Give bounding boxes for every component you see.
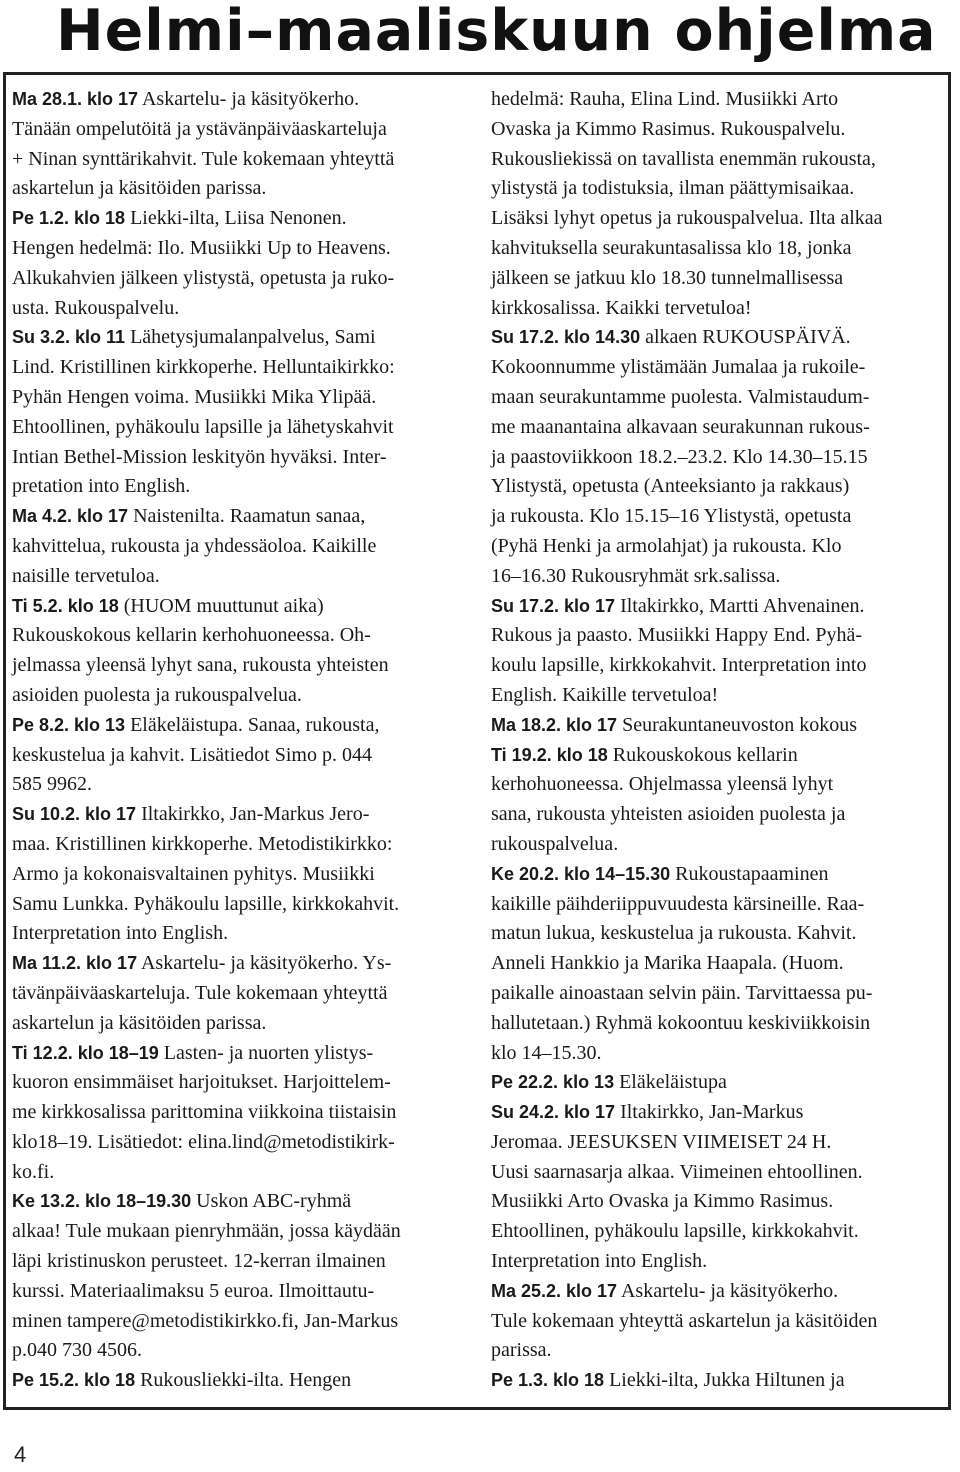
event-text: kahvituksella seurakuntasalissa klo 18, jonka [491, 236, 852, 259]
program-line [12, 353, 474, 383]
program-line [12, 532, 474, 562]
event-date-time: Su 17.2. klo 17 [491, 595, 616, 616]
event-text: Iltakirkko, Jan-Markus Jero- [136, 803, 370, 826]
event-text: alkaen RUKOUSPÄIVÄ. [640, 326, 851, 349]
event-text: askartelun ja käsitöiden parissa. [12, 177, 267, 200]
event-text: ja rukousta. Klo 15.15–16 Ylistystä, opetusta [491, 505, 852, 528]
program-line [491, 1098, 943, 1128]
program-line [12, 830, 474, 860]
event-text: Askartelu- ja käsityökerho. Ys- [137, 952, 392, 975]
event-text: Pyhän Hengen voima. Musiikki Mika Ylipää. [12, 385, 377, 408]
program-line [12, 919, 474, 949]
event-text: Seurakuntaneuvoston kokous [617, 713, 858, 736]
program-line [12, 770, 474, 800]
program-line [491, 860, 943, 890]
program-line [491, 85, 943, 115]
event-text: me maanantaina alkavaan seurakunnan rukous- [491, 415, 870, 438]
program-line [12, 234, 474, 264]
program-line [491, 264, 943, 294]
event-text: Alkukahvien jälkeen ylistystä, opetusta ja ruko- [12, 266, 395, 289]
event-date-time: Ma 25.2. klo 17 [491, 1280, 618, 1301]
event-date-time: Ma 11.2. klo 17 [12, 953, 138, 974]
event-text: matun lukua, keskustelua ja rukousta. Kahvit. [491, 922, 857, 945]
event-text: Rukouskokous kellarin kerhohuoneessa. Oh- [12, 624, 371, 647]
program-line [12, 979, 474, 1009]
event-text: pretation into English. [12, 475, 191, 498]
event-date-time: Pe 1.2. klo 18 [12, 208, 126, 229]
event-date-time: Ke 13.2. klo 18–19.30 [12, 1191, 192, 1212]
program-line [12, 890, 474, 920]
program-line [12, 651, 474, 681]
program-line [12, 1366, 474, 1396]
program-line [12, 264, 474, 294]
event-text: Ehtoollinen, pyhäkoulu lapsille ja lähetyskahvit [12, 415, 394, 438]
event-text: kurssi. Materiaalimaksu 5 euroa. Ilmoittautu- [12, 1279, 375, 1302]
program-line [491, 145, 943, 175]
program-line [12, 502, 474, 532]
event-date-time: Su 3.2. klo 11 [12, 327, 126, 348]
program-line [12, 949, 474, 979]
event-text: jelmassa yleensä lyhyt sana, rukousta yhteisten [12, 654, 389, 677]
event-date-time: Pe 22.2. klo 13 [491, 1072, 615, 1093]
event-text: Eläkeläistupa [614, 1071, 727, 1094]
event-date-time: Ti 12.2. klo 18–19 [12, 1042, 159, 1063]
event-text: kerhohuoneessa. Ohjelmassa yleensä lyhyt [491, 773, 834, 796]
program-line [491, 1068, 943, 1098]
program-line [491, 711, 943, 741]
program-line [491, 294, 943, 324]
event-text: minen tampere@metodistikirkko.fi, Jan-Markus [12, 1309, 399, 1332]
program-column-right [491, 85, 943, 1396]
program-line [491, 1039, 943, 1069]
program-line [12, 800, 474, 830]
event-text: paikalle ainoastaan selvin päin. Tarvittaessa pu- [491, 981, 873, 1004]
program-line [12, 592, 474, 622]
event-text: Liekki-ilta, Jukka Hiltunen ja [604, 1369, 845, 1392]
event-text: Lähetysjumalanpalvelus, Sami [125, 326, 376, 349]
program-line [12, 562, 474, 592]
event-text: kaikille päihderiippuvuudesta kärsineille. Raa- [491, 892, 865, 915]
event-text: Naistenilta. Raamatun sanaa, [128, 505, 366, 528]
event-text: Rukouskokous kellarin [607, 743, 798, 766]
event-text: Liekki-ilta, Liisa Nenonen. [125, 207, 347, 230]
event-date-time: Su 24.2. klo 17 [491, 1102, 616, 1123]
event-text: rukouspalvelua. [491, 832, 619, 855]
program-line [491, 979, 943, 1009]
program-line [12, 85, 474, 115]
event-text: Hengen hedelmä: Ilo. Musiikki Up to Heavens. [12, 236, 391, 259]
program-line [491, 383, 943, 413]
program-line [491, 681, 943, 711]
program-line [491, 115, 943, 145]
event-date-time: Ti 19.2. klo 18 [491, 744, 608, 765]
event-text: koulu lapsille, kirkkokahvit. Interpretation into [491, 654, 867, 677]
program-line [491, 919, 943, 949]
program-line [12, 115, 474, 145]
program-line [491, 800, 943, 830]
event-text: Interpretation into English. [12, 922, 229, 945]
program-line [491, 1009, 943, 1039]
program-line [491, 323, 943, 353]
program-line [491, 949, 943, 979]
page-title: Helmi–maaliskuun ohjelma [56, 0, 937, 64]
program-line [12, 413, 474, 443]
program-line [491, 1336, 943, 1366]
program-line [491, 1158, 943, 1188]
program-line [12, 1187, 474, 1217]
program-line [491, 502, 943, 532]
event-text: ja paastoviikkoon 18.2.–23.2. Klo 14.30–15.15 [491, 445, 868, 468]
event-text: Jeromaa. JEESUKSEN VIIMEISET 24 H. [491, 1130, 832, 1153]
program-line [491, 204, 943, 234]
event-date-time: Pe 8.2. klo 13 [12, 714, 126, 735]
event-text: alkaa! Tule mukaan pienryhmään, jossa käydään [12, 1220, 401, 1243]
program-line [12, 741, 474, 771]
program-line [12, 383, 474, 413]
program-line [491, 741, 943, 771]
event-text: Tänään ompelutöitä ja ystävänpäiväaskarteluja [12, 117, 387, 140]
event-text: Intian Bethel-Mission leskityön hyväksi. Inter- [12, 445, 387, 468]
event-text: ylistystä ja todistuksia, ilman päättymisaikaa. [491, 177, 855, 200]
program-line [491, 353, 943, 383]
event-text: Samu Lunkka. Pyhäkoulu lapsille, kirkkokahvit. [12, 892, 400, 915]
event-text: Lind. Kristillinen kirkkoperhe. Helluntaikirkko: [12, 356, 395, 379]
event-text: maa. Kristillinen kirkkoperhe. Metodistikirkko: [12, 832, 393, 855]
event-text: asioiden puolesta ja rukouspalvelua. [12, 683, 302, 706]
program-line [12, 443, 474, 473]
event-text: usta. Rukouspalvelu. [12, 296, 180, 319]
program-line [491, 532, 943, 562]
event-text: keskustelua ja kahvit. Lisätiedot Simo p. 044 [12, 743, 372, 766]
event-text: jälkeen se jatkuu klo 18.30 tunnelmallisessa [491, 266, 844, 289]
program-line [12, 1158, 474, 1188]
program-line [491, 830, 943, 860]
event-text: 585 9962. [12, 773, 92, 796]
program-line [12, 1277, 474, 1307]
program-line [491, 1128, 943, 1158]
program-line [491, 234, 943, 264]
event-text: Musiikki Arto Ovaska ja Kimmo Rasimus. [491, 1190, 834, 1213]
event-text: Kokoonnumme ylistämään Jumalaa ja rukoile- [491, 356, 866, 379]
event-text: tävänpäiväaskarteluja. Tule kokemaan yhteyttä [12, 981, 388, 1004]
event-text: askartelun ja käsitöiden parissa. [12, 1011, 267, 1034]
event-text: Ehtoollinen, pyhäkoulu lapsille, kirkkokahvit. [491, 1220, 859, 1243]
event-text: Tule kokemaan yhteyttä askartelun ja käsitöiden [491, 1309, 878, 1332]
event-date-time: Ma 4.2. klo 17 [12, 506, 129, 527]
event-text: 16–16.30 Rukousryhmät srk.salissa. [491, 564, 781, 587]
program-line [12, 621, 474, 651]
program-line [12, 174, 474, 204]
program-line [12, 204, 474, 234]
event-text: hallutetaan.) Ryhmä kokoontuu keskiviikkoisin [491, 1011, 871, 1034]
program-line [12, 711, 474, 741]
program-line [12, 860, 474, 890]
program-line [12, 1068, 474, 1098]
program-line [491, 1187, 943, 1217]
page-number: 4 [14, 1442, 27, 1467]
program-line [12, 1009, 474, 1039]
event-date-time: Su 17.2. klo 14.30 [491, 327, 641, 348]
program-line [12, 323, 474, 353]
event-text: läpi kristinuskon perusteet. 12-kerran ilmainen [12, 1250, 386, 1273]
program-line [491, 621, 943, 651]
event-date-time: Pe 15.2. klo 18 [12, 1370, 136, 1391]
event-text: sana, rukousta yhteisten asioiden puolesta ja [491, 803, 846, 826]
event-text: hedelmä: Rauha, Elina Lind. Musiikki Arto [491, 88, 839, 110]
program-line [491, 443, 943, 473]
event-text: (HUOM muuttunut aika) [118, 594, 324, 617]
program-line [491, 1307, 943, 1337]
event-text: English. Kaikille tervetuloa! [491, 683, 719, 706]
program-line [12, 1336, 474, 1366]
program-line [12, 145, 474, 175]
event-text: Rukoustapaaminen [670, 862, 829, 885]
event-text: Ylistystä, opetusta (Anteeksianto ja rakkaus) [491, 475, 850, 498]
program-line [12, 1098, 474, 1128]
program-line [12, 1128, 474, 1158]
event-text: Anneli Hankkio ja Marika Haapala. (Huom. [491, 952, 844, 975]
program-line [491, 890, 943, 920]
program-line [491, 770, 943, 800]
event-text: Uusi saarnasarja alkaa. Viimeinen ehtoollinen. [491, 1160, 863, 1183]
event-text: (Pyhä Henki ja armolahjat) ja rukousta. Klo [491, 534, 842, 557]
event-text: Askartelu- ja käsityökerho. [617, 1279, 839, 1302]
program-line [491, 1277, 943, 1307]
program-line [491, 651, 943, 681]
event-text: parissa. [491, 1339, 552, 1362]
event-text: klo18–19. Lisätiedot: elina.lind@metodistikirk- [12, 1130, 395, 1153]
program-line [12, 1247, 474, 1277]
program-line [12, 681, 474, 711]
event-text: Iltakirkko, Jan-Markus [615, 1101, 804, 1124]
event-date-time: Pe 1.3. klo 18 [491, 1370, 605, 1391]
program-line [491, 562, 943, 592]
event-text: Ovaska ja Kimmo Rasimus. Rukouspalvelu. [491, 117, 846, 140]
event-text: Interpretation into English. [491, 1250, 708, 1273]
program-line [12, 294, 474, 324]
program-line [12, 1039, 474, 1069]
program-line [491, 1217, 943, 1247]
event-text: me kirkkosalissa parittomina viikkoina tiistaisin [12, 1101, 397, 1124]
program-column-left [12, 85, 474, 1396]
program-line [491, 472, 943, 502]
event-text: maan seurakuntamme puolesta. Valmistaudum- [491, 385, 870, 408]
event-text: ko.fi. [12, 1160, 55, 1183]
event-text: Askartelu- ja käsityökerho. [138, 88, 360, 110]
event-text: Rukous ja paasto. Musiikki Happy End. Pyhä- [491, 624, 863, 647]
event-text: Iltakirkko, Martti Ahvenainen. [615, 594, 865, 617]
event-text: Eläkeläistupa. Sanaa, rukousta, [125, 713, 380, 736]
event-date-time: Ti 5.2. klo 18 [12, 595, 119, 616]
program-line [12, 1307, 474, 1337]
program-line [491, 592, 943, 622]
program-line [491, 1247, 943, 1277]
event-text: kuoron ensimmäiset harjoitukset. Harjoittelem- [12, 1071, 391, 1094]
event-text: Rukousliekissä on tavallista enemmän rukousta, [491, 147, 876, 170]
event-date-time: Ma 28.1. klo 17 [12, 89, 139, 109]
program-line [491, 413, 943, 443]
event-date-time: Ma 18.2. klo 17 [491, 714, 618, 735]
program-line [12, 1217, 474, 1247]
event-text: kirkkosalissa. Kaikki tervetuloa! [491, 296, 752, 319]
event-date-time: Ke 20.2. klo 14–15.30 [491, 863, 671, 884]
event-text: Rukousliekki-ilta. Hengen [135, 1369, 352, 1392]
event-text: naisille tervetuloa. [12, 564, 160, 587]
program-line [491, 1366, 943, 1396]
event-text: kahvittelua, rukousta ja yhdessäoloa. Kaikille [12, 534, 377, 557]
event-text: Lasten- ja nuorten ylistys- [158, 1041, 374, 1064]
program-line [491, 174, 943, 204]
program-line [12, 472, 474, 502]
event-text: Armo ja kokonaisvaltainen pyhitys. Musiikki [12, 862, 375, 885]
event-text: klo 14–15.30. [491, 1041, 602, 1064]
event-text: + Ninan synttärikahvit. Tule kokemaan yhteyttä [12, 147, 395, 170]
event-text: Uskon ABC-ryhmä [191, 1190, 352, 1213]
event-text: p.040 730 4506. [12, 1339, 142, 1362]
event-date-time: Su 10.2. klo 17 [12, 804, 137, 825]
event-text: Lisäksi lyhyt opetus ja rukouspalvelua. Ilta alkaa [491, 207, 883, 230]
